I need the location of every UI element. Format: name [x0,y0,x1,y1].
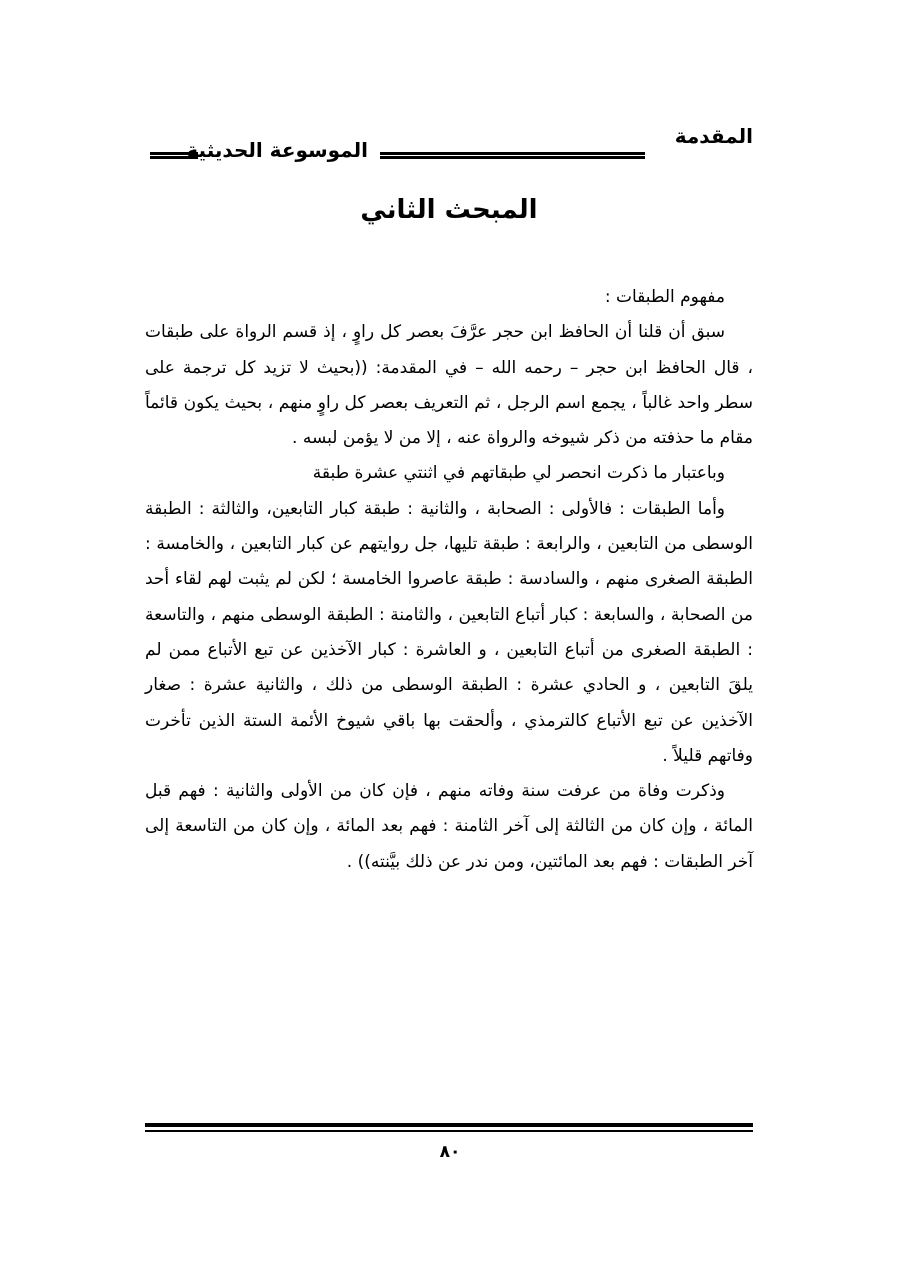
paragraph: وذكرت وفاة من عرفت سنة وفاته منهم ، فإن كان من الأولى والثانية : فهم قبل المائة ، وإن كان من الثالثة إلى آخر الثامنة : فهم بعد المائة ، وإن كان من التاسعة إلى آخر الطبقات : فهم بعد المائتين، ومن ندر عن ذلك بيَّنته)) . [145,781,753,872]
footer-rule [145,1123,753,1132]
header-book-title: الموسوعة الحديثية [186,138,368,162]
header-rule-short [150,152,198,159]
footer-rule-thick [145,1123,753,1127]
chapter-title: المبحث الثاني [360,195,538,225]
paragraph: وأما الطبقات : فالأولى : الصحابة ، والثانية : طبقة كبار التابعين، والثالثة : الطبقة الوسطى من التابعين ، والرابعة : طبقة تليها، جل روايتهم عن كبار التابعين ، والخامسة : الطبقة الصغرى منهم ، والسادسة : طبقة عاصروا الخامسة ؛ لكن لم يثبت لهم لقاء أحد من الصحابة ، والسابعة : كبار أتباع التابعين ، والثامنة : الطبقة الوسطى منهم ، والتاسعة : الطبقة الصغرى من أتباع التابعين ، و العاشرة : كبار الآخذين عن تبع الأتباع ممن لم يلقَ التابعين ، و الحادي عشرة : الطبقة الوسطى من ذلك ، والثانية عشرة : صغار الآخذين عن تبع الأتباع كالترمذي ، وألحقت بها باقي شيوخ الأئمة الستة الذين تأخرت وفاتهم قليلاً . [145,498,753,766]
footer-rule-thin [145,1130,753,1132]
page-number: ٨٠ [439,1142,461,1162]
header-rule-long [380,152,645,159]
page-header [145,122,753,172]
paragraph-subheading: مفهوم الطبقات : [604,287,725,307]
paragraph: سبق أن قلنا أن الحافظ ابن حجر عرَّفَ بعصر كل راوٍ ، إذ قسم الرواة على طبقات ، قال الحافظ ابن حجر – رحمه الله – في المقدمة: ((بحيث لا تزيد كل ترجمة على سطر واحد غالباً ، يجمع اسم الرجل ، ثم التعريف بعصر كل راوٍ منهم ، بحيث يكون قائماً مقام ما حذفته من ذكر شيوخه والرواة عنه ، إلا من لا يؤمن لبسه . [145,322,753,449]
paragraph: وباعتبار ما ذكرت انحصر لي طبقاتهم في اثنتي عشرة طبقة [312,463,725,484]
header-section-title: المقدمة [674,124,753,148]
body-text [145,280,753,880]
